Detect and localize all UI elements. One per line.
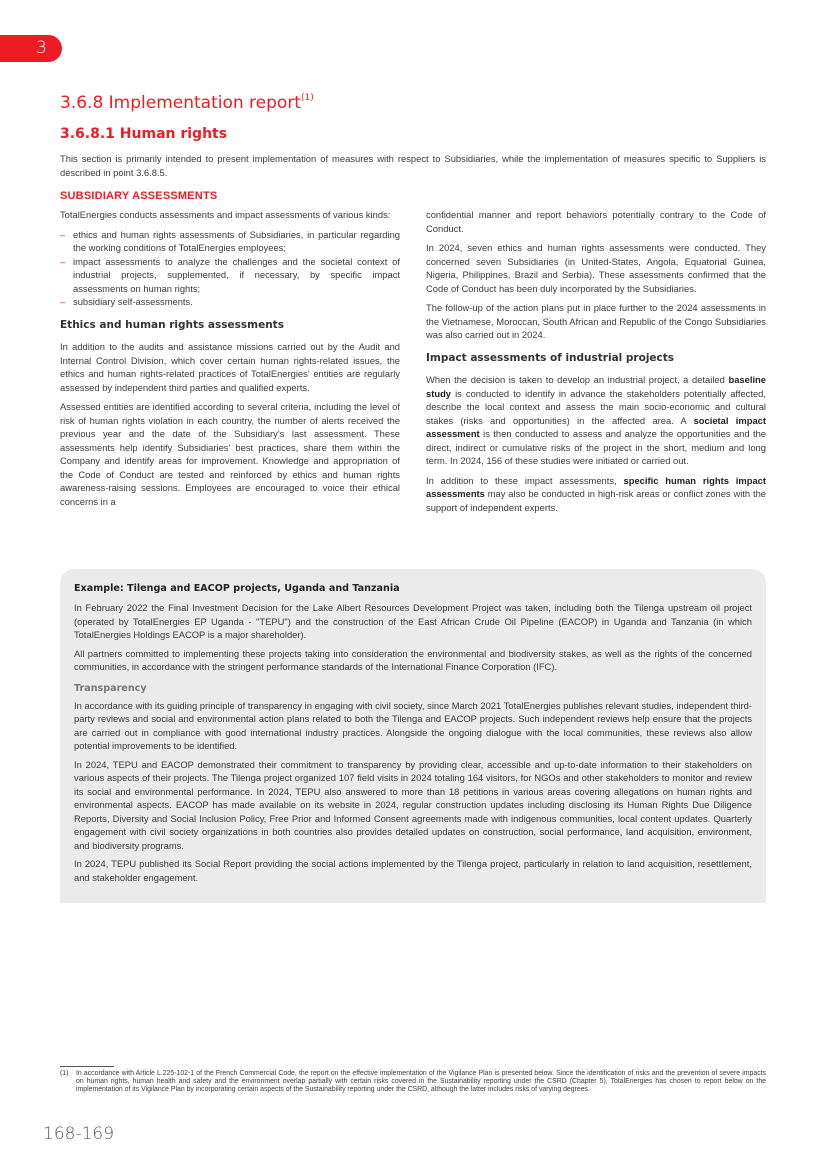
assessment-list	[60, 228, 400, 309]
hria-bold: specific human rights impact assessments	[426, 474, 767, 499]
right-paragraph-3: The follow-up of the action plans put in place further to the 2024 assessments in the Vietnamese, Moroccan, South African and Republic of the Congo Subsidiaries was also carried out in 2024.	[426, 302, 766, 340]
list-item	[60, 295, 400, 309]
right-paragraph-1: confidential manner and report behaviors potentially contrary to the Code of Conduct.	[426, 209, 766, 234]
box-paragraph-2: All partners committed to implementing these projects taking into consideration the environmental and biodiversity stakes, as well as the rights of the concerned communities, in accordance with the stringent performance standards of the International Finance Corporation (IFC).	[74, 647, 752, 672]
right-paragraph-4	[426, 373, 766, 468]
intro-paragraph: This section is primarily intended to present implementation of measures with respect to Subsidiaries, while the implementation of measures specific to Suppliers is described in point 3.6.8.5.	[60, 153, 766, 178]
p4-text-c: is conducted to identify in advance the stakeholders potentially affected, describe the local context and assess the main socio-economic and cultural stakes (risks and opportunities) in the affected area. A	[426, 387, 766, 426]
footnote-divider	[60, 1066, 114, 1067]
right-paragraph-2: In 2024, seven ethics and human rights assessments were conducted. They concerned seven Subsidiaries (in United-States, Angola, Equatorial Guinea, Nigeria, Philippines, Brazil and Serbia). These assessments confirmed that the Code of Conduct has been duly incorporated by the Subsidiaries.	[426, 242, 766, 294]
footnote-text: In accordance with Article L.225-102-1 of the French Commercial Code, the report on the effective implementation of the Vigilance Plan is presented below. Since the identification of risks and the prevention of severe impacts on human rights, human health and safety and the environment overlap partially with certain risks covered in the Sustainability reporting under the CSRD (Chapter 5), TotalEnergies has chosen to report below on the implementation of its Vigilance Plan by incorporating certain aspects of the Sustainability reporting under the CSRD, although the latter includes risks of varying degrees.	[76, 1070, 766, 1094]
list-item-text: subsidiary self-assessments.	[73, 296, 193, 307]
list-item-text: ethics and human rights assessments of Subsidiaries, in particular regarding the working conditions of TotalEnergies employees;	[73, 228, 400, 253]
left-paragraph-1: TotalEnergies conducts assessments and impact assessments of various kinds:	[60, 209, 391, 220]
footnote-number: (1)	[60, 1070, 69, 1077]
example-box	[60, 569, 766, 903]
section-title	[60, 93, 314, 113]
baseline-study-bold: baseline study	[426, 374, 766, 399]
transparency-heading: Transparency	[74, 682, 147, 694]
p4-text-e: is then conducted to assess and analyze the opportunities and the direct, indirect or cumulative risks of the project in the short, medium and long term. In 2024, 156 of these studies were initiated or carried out.	[426, 428, 766, 466]
box-paragraph-5: In 2024, TEPU published its Social Report providing the social actions implemented by the Tilenga project, particularly in relation to land acquisition, resettlement, and stakeholder engagement.	[74, 858, 752, 883]
dash-bullet: –	[60, 296, 66, 307]
list-item-text: impact assessments to analyze the challenges and the societal context of industrial projects, supplemented, if necessary, by specific impact assessments on human rights;	[73, 255, 400, 294]
footnote-ref[interactable]: (1)	[300, 93, 314, 103]
chapter-tab: 3	[0, 35, 62, 62]
subsection-title: 3.6.8.1 Human rights	[60, 126, 228, 142]
p4-text-a: When the decision is taken to develop an industrial project, a detailed	[426, 374, 725, 385]
left-paragraph-2: In addition to the audits and assistance missions carried out by the Audit and Internal Control Division, which cover certain human rights-related issues, the ethics and human rights-related practices of TotalEnergies' entities are regularly assessed by independent third parties and qualified experts.	[60, 341, 400, 393]
impact-heading: Impact assessments of industrial projects	[426, 351, 675, 364]
box-paragraph-3: In accordance with its guiding principle of transparency in engaging with civil society, since March 2021 TotalEnergies publishes relevant studies, independent third-party reviews and social and environmental action plans related to both the Tilenga and EACOP projects. Such independent reviews help ensure that the projects are carried out in compliance with good international industry practices. Alongside the ongoing dialogue with the local communities, these reviews also allow potential improvements to be identified.	[74, 699, 752, 751]
right-column	[426, 208, 766, 520]
ethics-heading: Ethics and human rights assessments	[60, 318, 284, 331]
box-paragraph-1: In February 2022 the Final Investment Decision for the Lake Albert Resources Development Project was taken, including both the Tilenga upstream oil project (operated by TotalEnergies EP Uganda - "TEPU") and the construction of the East African Crude Oil Pipeline (EACOP) in Uganda and Tanzania (in which TotalEnergies Holdings EACOP is a major shareholder).	[74, 602, 752, 640]
right-paragraph-5	[426, 474, 766, 515]
page-number: 168-169	[43, 1124, 115, 1144]
left-paragraph-3: Assessed entities are identified according to several criteria, including the level of risk of human rights violation in each country, the number of alerts received the previous year and the date of the Subsidiary's last assessment. These assessments help identify Subsidiaries' best practices, share them within the Company and identify areas for improvement. Knowledge and appropriation of the Code of Conduct are tested and reinforced by ethics and human rights awareness-raising sessions. Employees are encouraged to voice their ethical concerns in a	[60, 401, 400, 507]
footnote	[60, 1070, 766, 1095]
societal-impact-bold: societal impact assessment	[426, 414, 766, 439]
p5-text-c: may also be conducted in high-risk areas or conflict zones with the support of independent experts.	[426, 488, 766, 513]
subsidiary-assessments-heading: SUBSIDIARY ASSESSMENTS	[60, 190, 218, 202]
list-item	[60, 228, 400, 255]
left-column	[60, 208, 400, 514]
p5-text-a: In addition to these impact assessments,	[426, 474, 624, 486]
example-box-title: Example: Tilenga and EACOP projects, Uganda and Tanzania	[74, 583, 400, 594]
dash-bullet: –	[60, 255, 66, 267]
list-item	[60, 255, 400, 296]
dash-bullet: –	[60, 228, 66, 240]
box-paragraph-4: In 2024, TEPU and EACOP demonstrated their commitment to transparency by providing clear, accessible and up-to-date information to their stakeholders on various aspects of their projects. The Tilenga project organized 107 field visits in 2024 totaling 164 visitors, for NGOs and other stakeholders to monitor and review its social and environmental performance. In 2024, TEPU also answered to more than 18 petitions in various areas covering allegations on human rights and environmental aspects. EACOP has made available on its website in 2024, regular construction updates including disclosing its Human Rights Due Diligence Reports, Diversity and Social Inclusion Policy, Free Prior and Informed Consent agreements made with indigenous communities, local content updates. Quarterly engagement with civil society organizations in both countries also provides detailed updates on construction, social performance, land acquisition, environment, and biodiversity programs.	[74, 758, 752, 851]
section-title-text: 3.6.8 Implementation report	[60, 93, 301, 113]
